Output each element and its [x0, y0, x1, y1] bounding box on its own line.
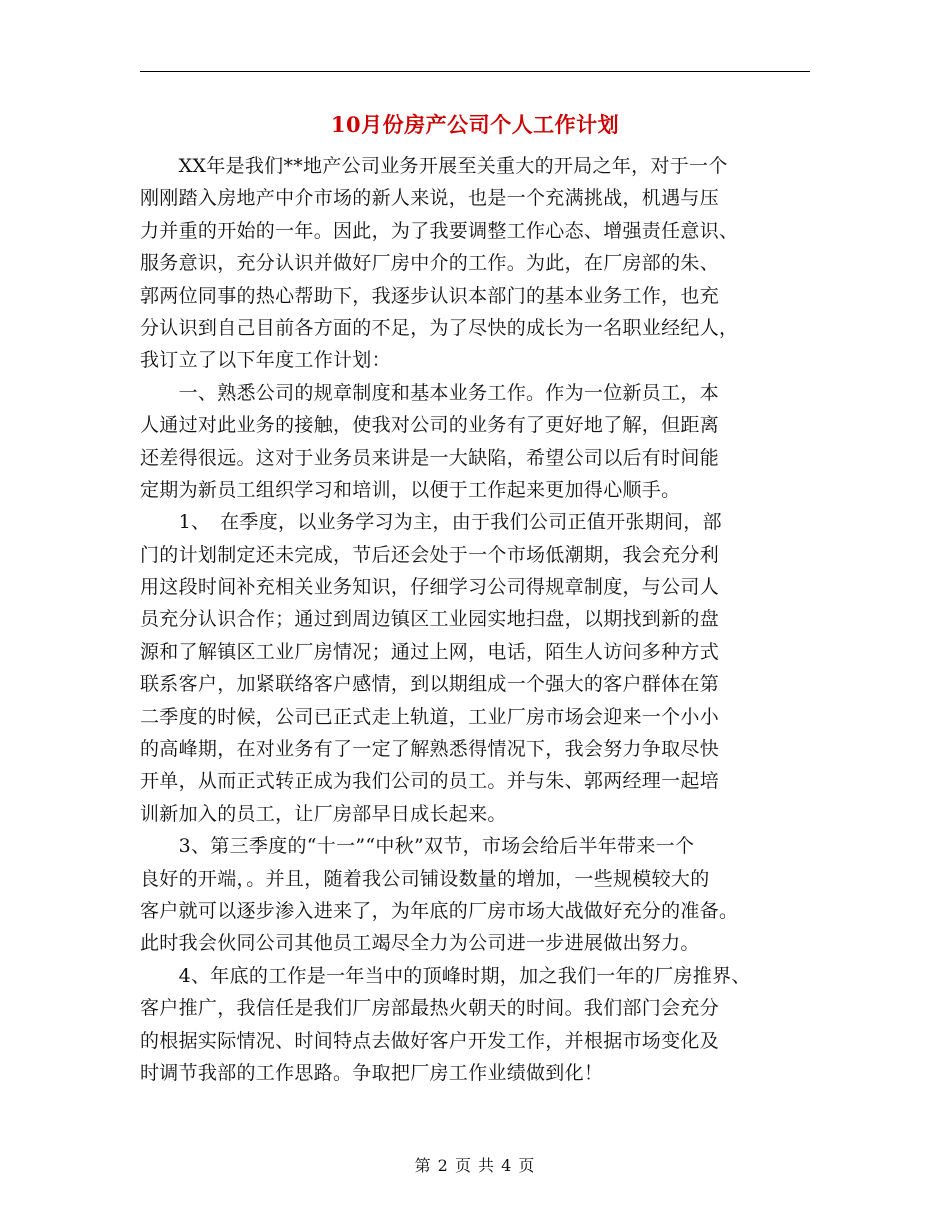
text-line: 客户就可以逐步渗入进来了，为年底的厂房市场大战做好充分的准备。: [140, 899, 739, 922]
text-line: 分认识到自己目前各方面的不足，为了尽快的成长为一名职业经纪人，: [140, 316, 739, 339]
text-line: 的高峰期，在对业务有了一定了解熟悉得情况下，我会努力争取尽快: [140, 738, 720, 761]
text-line: 1、 在季度，以业务学习为主，由于我们公司正值开张期间，部: [140, 511, 722, 534]
text-line: 时调节我部的工作思路。争取把厂房工作业绩做到化！: [140, 1061, 604, 1084]
text-line: 用这段时间补充相关业务知识，仔细学习公司得规章制度，与公司人: [140, 576, 720, 599]
text-line: 员充分认识合作；通过到周边镇区工业园实地扫盘，以期找到新的盘: [140, 608, 720, 631]
text-line: 郭两位同事的热心帮助下，我逐步认识本部门的基本业务工作，也充: [140, 284, 720, 307]
text-line: 良好的开端，。并且，随着我公司铺设数量的增加，一些规模较大的: [140, 867, 710, 890]
document-title: 10月份房产公司个人工作计划: [330, 112, 620, 137]
text-line: 还差得很远。这对于业务员来讲是一大缺陷，希望公司以后有时间能: [140, 446, 720, 469]
text-line: 联系客户，加紧联络客户感情，到以期组成一个强大的客户群体在第: [140, 673, 720, 696]
text-line: 4、年底的工作是一年当中的顶峰时期，加之我们一年的厂房推界、: [140, 964, 751, 987]
text-line: 此时我会伙同公司其他员工竭尽全力为公司进一步进展做出努力。: [140, 932, 700, 955]
text-line: 二季度的时候，公司已正式走上轨道，工业厂房市场会迎来一个小小: [140, 705, 720, 728]
text-line: 客户推广，我信任是我们厂房部最热火朝天的时间。我们部门会充分: [140, 997, 720, 1020]
text-line: 源和了解镇区工业厂房情况；通过上网，电话，陌生人访问多种方式: [140, 640, 720, 663]
text-line: 力并重的开始的一年。因此，为了我要调整工作心态、增强责任意识、: [140, 219, 739, 242]
text-line: 定期为新员工组织学习和培训，以便于工作起来更加得心顺手。: [140, 478, 681, 501]
text-line: 门的计划制定还未完成，节后还会处于一个市场低潮期，我会充分利: [140, 543, 720, 566]
text-line: 训新加入的员工，让厂房部早日成长起来。: [140, 802, 507, 825]
page-number-footer: 第 2 页 共 4 页: [414, 1156, 536, 1175]
text-line: 开单，从而正式转正成为我们公司的员工。并与朱、郭两经理一起培: [140, 770, 720, 793]
text-line: 人通过对此业务的接触，使我对公司的业务有了更好地了解，但距离: [140, 414, 720, 437]
text-line: XX年是我们**地产公司业务开展至关重大的开局之年，对于一个: [140, 155, 728, 177]
text-line: 的根据实际情况、时间特点去做好客户开发工作，并根据市场变化及: [140, 1029, 720, 1052]
text-line: 3、第三季度的“十一”“中秋”双节，市场会给后半年带来一个: [140, 835, 695, 858]
document-body: [140, 150, 810, 1089]
text-line: 服务意识，充分认识并做好厂房中介的工作。为此，在厂房部的朱、: [140, 252, 720, 275]
text-line: 一、熟悉公司的规章制度和基本业务工作。作为一位新员工，本: [140, 381, 720, 404]
text-line: 我订立了以下年度工作计划：: [140, 349, 391, 372]
text-line: 刚刚踏入房地产中介市场的新人来说，也是一个充满挑战，机遇与压: [140, 187, 720, 210]
header-rule: [140, 71, 810, 72]
